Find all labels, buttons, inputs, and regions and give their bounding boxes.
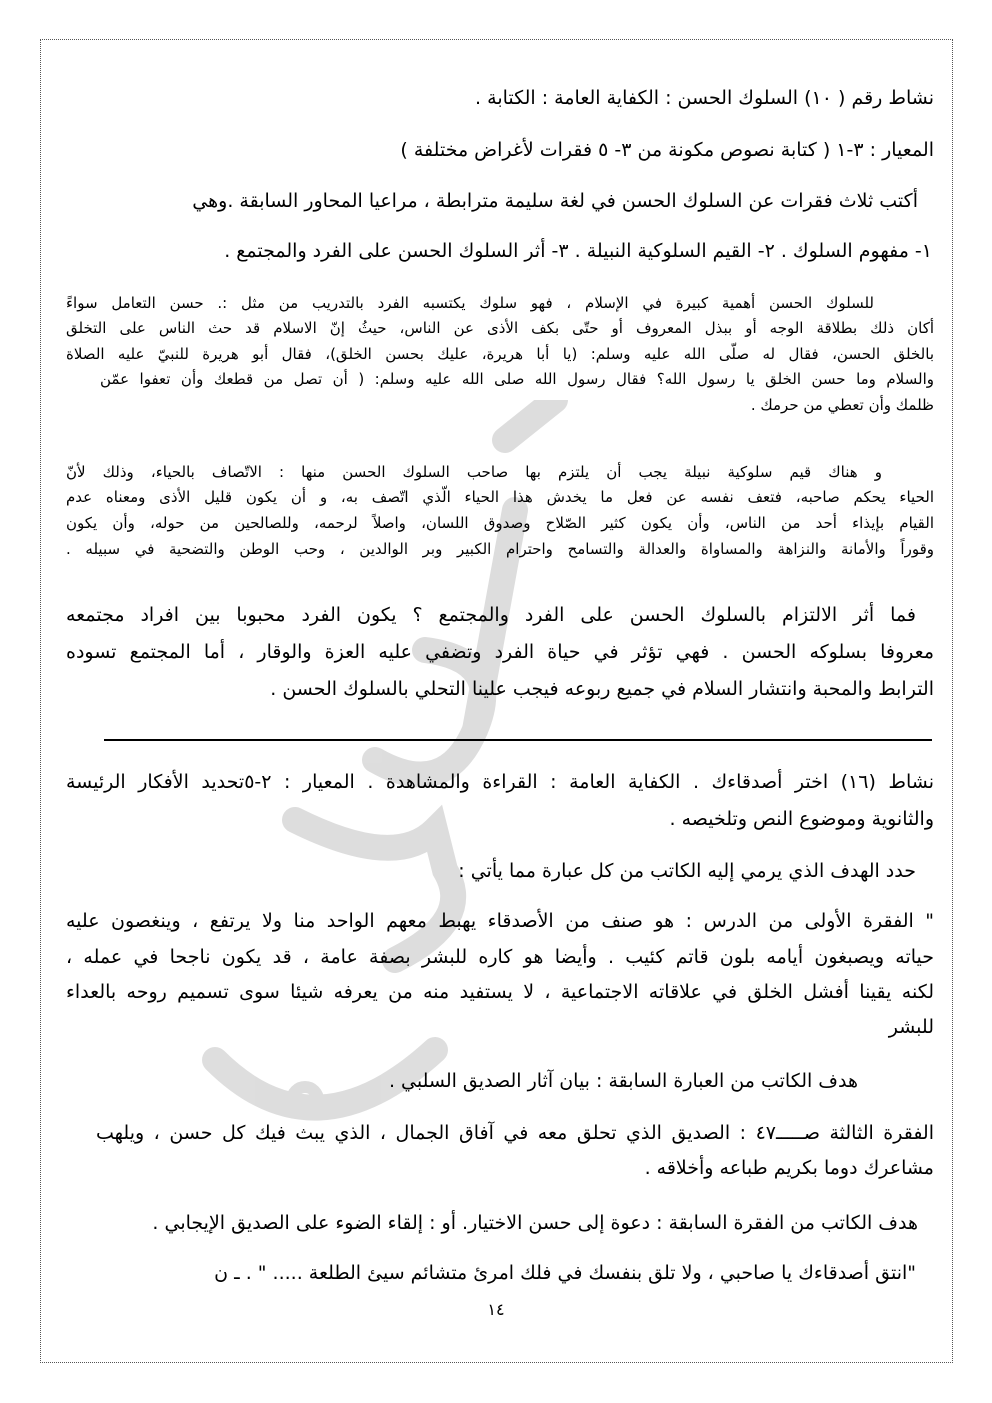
p1-line-5: ظلمك وأن تعطي من حرمك . bbox=[750, 396, 934, 414]
activity10-instruction: أكتب ثلاث فقرات عن السلوك الحسن في لغة سليمة مترابطة ، مراعيا المحاور السابقة .وهي bbox=[192, 190, 918, 212]
activity10-axes: ١- مفهوم السلوك . ٢- القيم السلوكية النبيلة . ٣- أثر السلوك الحسن على الفرد والمجتمع . bbox=[224, 240, 932, 262]
p3-line-2: معروفا بسلوكه الحسن . فهي تؤثر في حياة الفرد وتضفي عليه العزة والوقار ، أما المجتمع تسوده bbox=[66, 641, 934, 663]
quote2-line-2: مشاعرك دوما بكريم طباعه وأخلاقه . bbox=[644, 1157, 934, 1179]
quote1-line-3: لكنه يقينا أفشل الخلق في علاقاته الاجتماعية ، لا يستفيد منه من يعرفه شيئا سوى تسميم روحه بالعداء bbox=[66, 981, 934, 1003]
quote1-line-4: للبشر bbox=[888, 1016, 934, 1038]
activity16-title-line-2: والثانوية وموضوع النص وتلخيصه . bbox=[669, 808, 934, 830]
p2-line-3: القيام بإيذاء أحد من الناس، وأن يكون كثير الصّلاح وصدوق اللسان، واصلاً لرحمه، وللصالحين من حوله، وأن يكون bbox=[66, 514, 934, 532]
activity16-title-line-1: نشاط (١٦) اختر أصدقاءك . الكفاية العامة : القراءة والمشاهدة . المعيار : ٢-٥تحديد الأفكار الرئيسة bbox=[66, 771, 934, 793]
activity10-standard: المعيار : ٣-١ ( كتابة نصوص مكونة من ٣- ٥ فقرات لأغراض مختلفة ) bbox=[400, 139, 934, 161]
section-divider bbox=[104, 739, 932, 741]
activity16-question: حدد الهدف الذي يرمي إليه الكاتب من كل عبارة مما يأتي : bbox=[458, 860, 916, 882]
p3-line-3: الترابط والمحبة وانتشار السلام في جميع ربوعه فيجب علينا التحلي بالسلوك الحسن . bbox=[270, 678, 934, 700]
quote2-line-1: الفقرة الثالثة صـــــ٤٧ : الصديق الذي تحلق معه في آفاق الجمال ، الذي يبث فيك كل حسن ، ويلهب bbox=[96, 1122, 935, 1144]
activity10-title: نشاط رقم ( ١٠) السلوك الحسن : الكفاية العامة : الكتابة . bbox=[475, 87, 934, 109]
quote1-line-1: " الفقرة الأولى من الدرس : هو صنف من الأصدقاء يهبط معهم الواحد منا ولا يرتفع ، وينغصون عليه bbox=[66, 910, 934, 932]
p2-line-2: الحياء يحكم صاحبه، فتعف نفسه عن فعل ما يخدش هذا الحياء الّذي اتّصف به، و أن يكون قليل الأذى ومعناه عدم bbox=[66, 488, 934, 506]
answer1: هدف الكاتب من العبارة السابقة : بيان آثار الصديق السلبي . bbox=[388, 1070, 858, 1092]
p3-line-1: فما أثر الالتزام بالسلوك الحسن على الفرد والمجتمع ؟ يكون الفرد محبوبا بين افراد مجتمعه bbox=[66, 604, 916, 626]
p1-line-4: والسلام وما حسن الخلق يا رسول الله؟ فقال رسول الله صلى الله عليه وسلم: ( أن تصل من قطعك وأن تعفوا عمّن bbox=[100, 370, 934, 388]
quote1-line-2: حياته ويصبغون أيامه بلون قاتم كئيب . وأيضا هو كاره للبشر بصفة عامة ، قد يكون ناجحا في عمله ، bbox=[66, 946, 934, 968]
p2-line-1: و هناك قيم سلوكية نبيلة يجب أن يلتزم بها صاحب السلوك الحسن منها : الاتّصاف بالحياء، وذلك لأنّ bbox=[66, 463, 882, 481]
p1-line-3: بالخلق الحسن، فقال له صلّى الله عليه وسلم: (يا أبا هريرة، عليك بحسن الخلق)، فقال أبو هريرة للنبيّ عليه الصلاة bbox=[66, 345, 934, 363]
p1-line-2: أكان ذلك بطلاقة الوجه أو ببذل المعروف أو حتّى بكف الأذى عن الناس، حيثُ إنّ الاسلام قد حث الناس على التخلق bbox=[66, 319, 934, 337]
p2-line-4: وقوراً والأمانة والنزاهة والمساواة والعدالة والتسامح واحترام الكبير وبر الوالدين ، وحب الوطن والتضحية في سبيله . bbox=[66, 540, 934, 558]
quote3: "انتق أصدقاءك يا صاحبي ، ولا تلق بنفسك في فلك امرئ متشائم سيئ الطلعة ..... " . ـ ن bbox=[214, 1262, 916, 1284]
answer2: هدف الكاتب من الفقرة السابقة : دعوة إلى حسن الاختيار. أو : إلقاء الضوء على الصديق الإيجابي . bbox=[152, 1212, 918, 1234]
p1-line-1: للسلوك الحسن أهمية كبيرة في الإسلام ، فهو سلوك يكتسبه الفرد بالتدريب من مثل :. حسن التعامل سواءً bbox=[66, 294, 874, 312]
page-number: ١٤ bbox=[487, 1300, 505, 1319]
